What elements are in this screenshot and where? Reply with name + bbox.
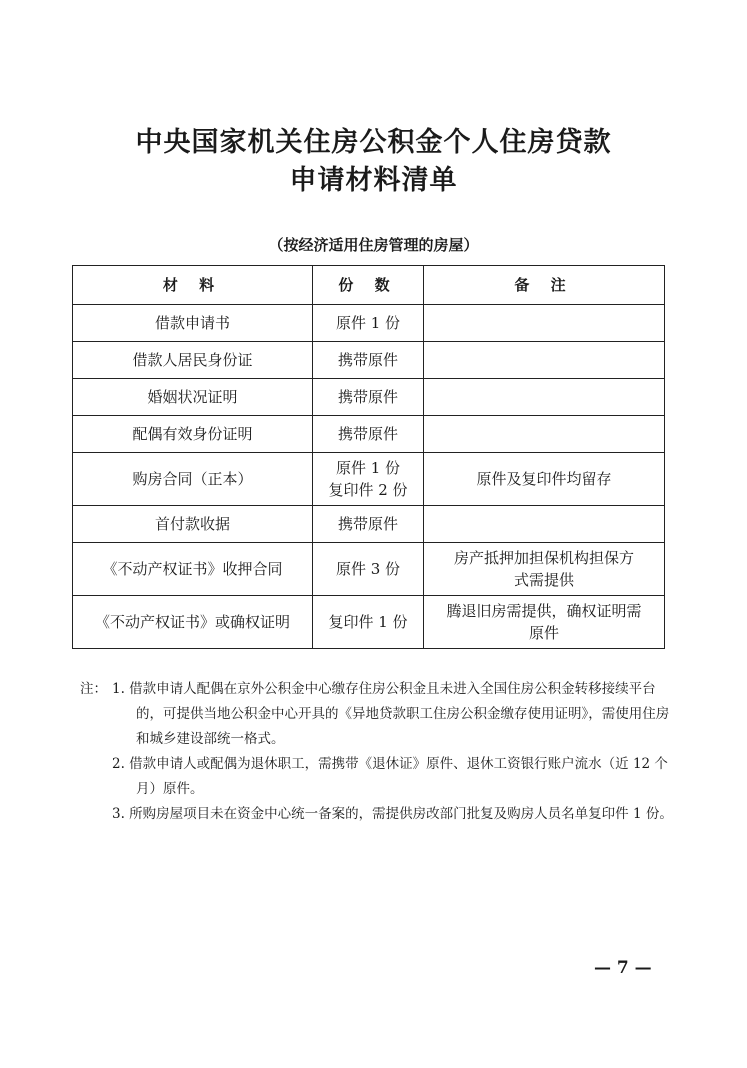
materials-table xyxy=(72,265,665,649)
note-line: 腾退旧房需提供，确权证明需 xyxy=(446,602,642,620)
cell-material: 配偶有效身份证明 xyxy=(73,416,313,453)
table-row xyxy=(73,416,665,453)
cell-material: 借款申请书 xyxy=(73,305,313,342)
cell-note xyxy=(424,453,665,506)
cell-quantity xyxy=(313,342,424,379)
cell-note xyxy=(424,342,665,379)
table-row xyxy=(73,342,665,379)
cell-note xyxy=(424,379,665,416)
cell-material: 借款人居民身份证 xyxy=(73,342,313,379)
document-title-line1: 中央国家机关住房公积金个人住房贷款 xyxy=(135,127,612,158)
quantity-line: 原件 1 份 xyxy=(335,314,401,332)
note-item xyxy=(80,752,680,802)
table-row xyxy=(73,305,665,342)
note-text: 移接续平台的，可提供当地公积金中心开具的《异地贷款职工住房公积金缴存 xyxy=(136,681,656,722)
cell-note xyxy=(424,596,665,649)
note-item xyxy=(80,802,680,827)
note-text: 复印件 1 份。 xyxy=(588,806,673,822)
note-text: 使用证明》，需使用住房和城乡建设部统一格式。 xyxy=(136,706,670,747)
table-row xyxy=(73,543,665,596)
cell-material: 《不动产权证书》收押合同 xyxy=(73,543,313,596)
document-title-line2: 申请材料清单 xyxy=(289,165,458,196)
cell-quantity xyxy=(313,506,424,543)
quantity-line: 复印件 2 份 xyxy=(328,481,408,499)
note-line: 房产抵押加担保机构担保方 xyxy=(453,549,634,567)
cell-material: 首付款收据 xyxy=(73,506,313,543)
quantity-line: 原件 3 份 xyxy=(335,560,401,578)
quantity-line: 原件 1 份 xyxy=(335,459,401,477)
header-quantity: 份 数 xyxy=(313,266,424,305)
notes-label: 注： xyxy=(80,681,107,697)
note-text: 1. 借款申请人配偶在京外公积金中心缴存住房公积金且未进入全国住房公积金转 xyxy=(112,681,589,697)
document-subtitle: （按经济适用住房管理的房屋） xyxy=(268,236,479,254)
table-row xyxy=(73,379,665,416)
table-row xyxy=(73,506,665,543)
note-text: 2. 借款申请人或配偶为退休职工，需携带《退休证》原件、退休工资银行账户流水 xyxy=(112,756,602,772)
note-line: 原件 xyxy=(528,624,559,642)
quantity-line: 携带原件 xyxy=(337,388,398,406)
cell-quantity xyxy=(313,596,424,649)
note-text: （近 12 个月）原件。 xyxy=(136,756,668,797)
cell-note xyxy=(424,416,665,453)
notes-section xyxy=(80,677,680,827)
note-item xyxy=(80,677,680,752)
table-header-row xyxy=(73,266,665,305)
cell-quantity xyxy=(313,543,424,596)
cell-material: 《不动产权证书》或确权证明 xyxy=(73,596,313,649)
header-material: 材 料 xyxy=(73,266,313,305)
quantity-line: 复印件 1 份 xyxy=(328,613,408,631)
table-row xyxy=(73,453,665,506)
note-line: 原件及复印件均留存 xyxy=(476,470,612,488)
quantity-line: 携带原件 xyxy=(337,351,398,369)
cell-quantity xyxy=(313,305,424,342)
cell-note xyxy=(424,543,665,596)
cell-quantity xyxy=(313,416,424,453)
quantity-line: 携带原件 xyxy=(337,425,398,443)
cell-quantity xyxy=(313,453,424,506)
cell-note xyxy=(424,305,665,342)
table-row xyxy=(73,596,665,649)
note-text: 3. 所购房屋项目未在资金中心统一备案的，需提供房改部门批复及购房人员名单 xyxy=(112,806,589,822)
page-number: — 7 — xyxy=(594,958,652,978)
cell-material: 购房合同（正本） xyxy=(73,453,313,506)
cell-note xyxy=(424,506,665,543)
quantity-line: 携带原件 xyxy=(337,515,398,533)
cell-quantity xyxy=(313,379,424,416)
header-note: 备 注 xyxy=(424,266,665,305)
cell-material: 婚姻状况证明 xyxy=(73,379,313,416)
note-line: 式需提供 xyxy=(513,571,574,589)
